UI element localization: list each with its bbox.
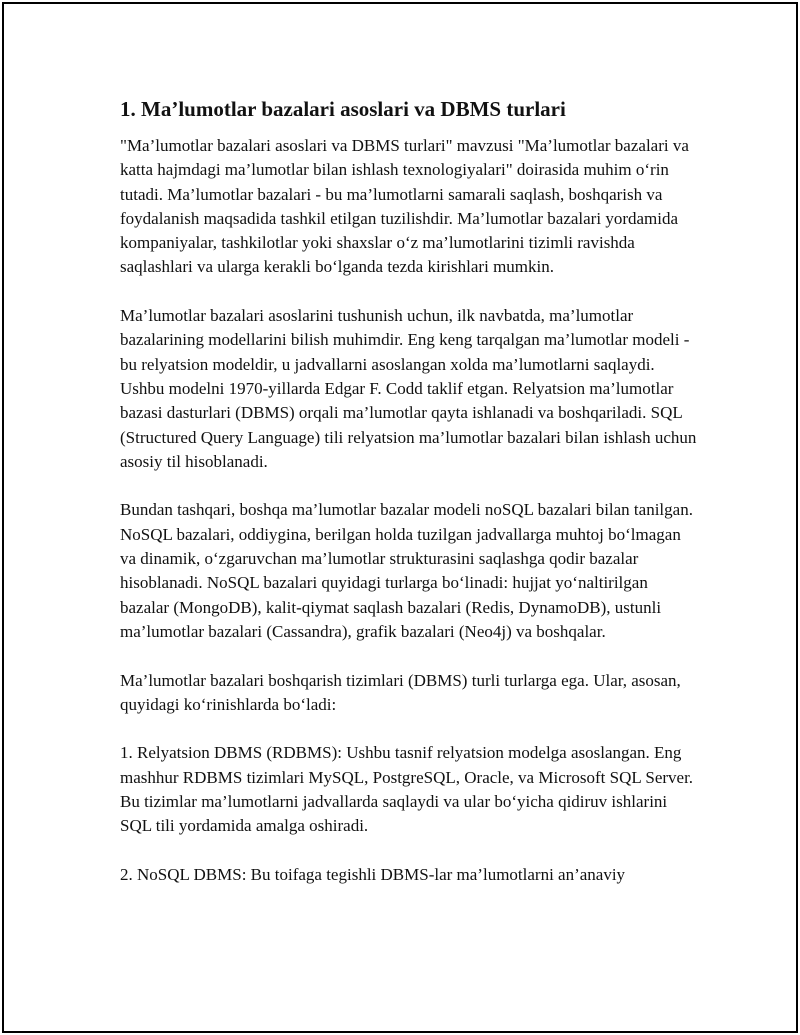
paragraph-dbms-types: Ma’lumotlar bazalari boshqarish tizimlari (DBMS) turli turlarga ega. Ular, asosan, quyidagi ko‘rinishlarda bo‘ladi: (120, 670, 681, 714)
paragraph-nosql: Bundan tashqari, boshqa ma’lumotlar bazalar modeli noSQL bazalari bilan tanilgan. NoSQL bazalari, oddiygina, berilgan holda tuzilgan jadvallarga muhtoj bo‘lmagan va dinamik, o‘zgaruvchan ma’lumotlar strukturasini saqlashga qodir bazalar hisoblanadi. NoSQL bazalari quyidagi turlarga bo‘linadi: hujjat yo‘naltirilgan bazalar (MongoDB), kalit-qiymat saqlash bazalari (Redis, DynamoDB), ustunli ma’lumotlar bazalari (Cassandra), grafik bazalari (Neo4j) va boshqalar. (120, 500, 693, 641)
paragraph-rdbms: 1. Relyatsion DBMS (RDBMS): Ushbu tasnif relyatsion modelga asoslangan. Eng mashhur RDBMS tizimlari MySQL, PostgreSQL, Oracle, va Microsoft SQL Server. Bu tizimlar ma’lumotlarni jadvallarda saqlaydi va ular bo‘yicha qidiruv ishlarini SQL tili yordamida amalga oshiradi. (120, 743, 694, 836)
paragraph-nosql-dbms: 2. NoSQL DBMS: Bu toifaga tegishli DBMS-lar ma’lumotlarni an’anaviy (120, 864, 626, 884)
paragraph-intro: "Ma’lumotlar bazalari asoslari va DBMS turlari" mavzusi "Ma’lumotlar bazalari va katta hajmdagi ma’lumotlar bilan ishlash texnologiyalari" doirasida muhim o‘rin tutadi. Ma’lumotlar bazalari - bu ma’lumotlarni samarali saqlash, boshqarish va foydalanish maqsadida tashkil etilgan tuzilishdir. Ma’lumotlar bazalari yordamida kompaniyalar, tashkilotlar yoki shaxslar o‘z ma’lumotlarini tizimli ravishda saqlashlari va ularga kerakli bo‘lganda tezda kirishlari mumkin. (120, 136, 689, 277)
section-heading: 1. Ma’lumotlar bazalari asoslari va DBMS turlari (120, 97, 566, 121)
paragraph-relational-model: Ma’lumotlar bazalari asoslarini tushunish uchun, ilk navbatda, ma’lumotlar bazalarining modellarini bilish muhimdir. Eng keng tarqalgan ma’lumotlar modeli - bu relyatsion modeldir, u jadvallarni asoslangan xolda ma’lumotlarni saqlaydi. Ushbu modelni 1970-yillarda Edgar F. Codd taklif etgan. Relyatsion ma’lumotlar bazasi dasturlari (DBMS) orqali ma’lumotlar qayta ishlanadi va boshqariladi. SQL (Structured Query Language) tili relyatsion ma’lumotlar bazalari bilan ishlash uchun asosiy til hisoblanadi. (120, 306, 697, 471)
document-content (120, 94, 700, 912)
document-page (2, 2, 798, 1033)
